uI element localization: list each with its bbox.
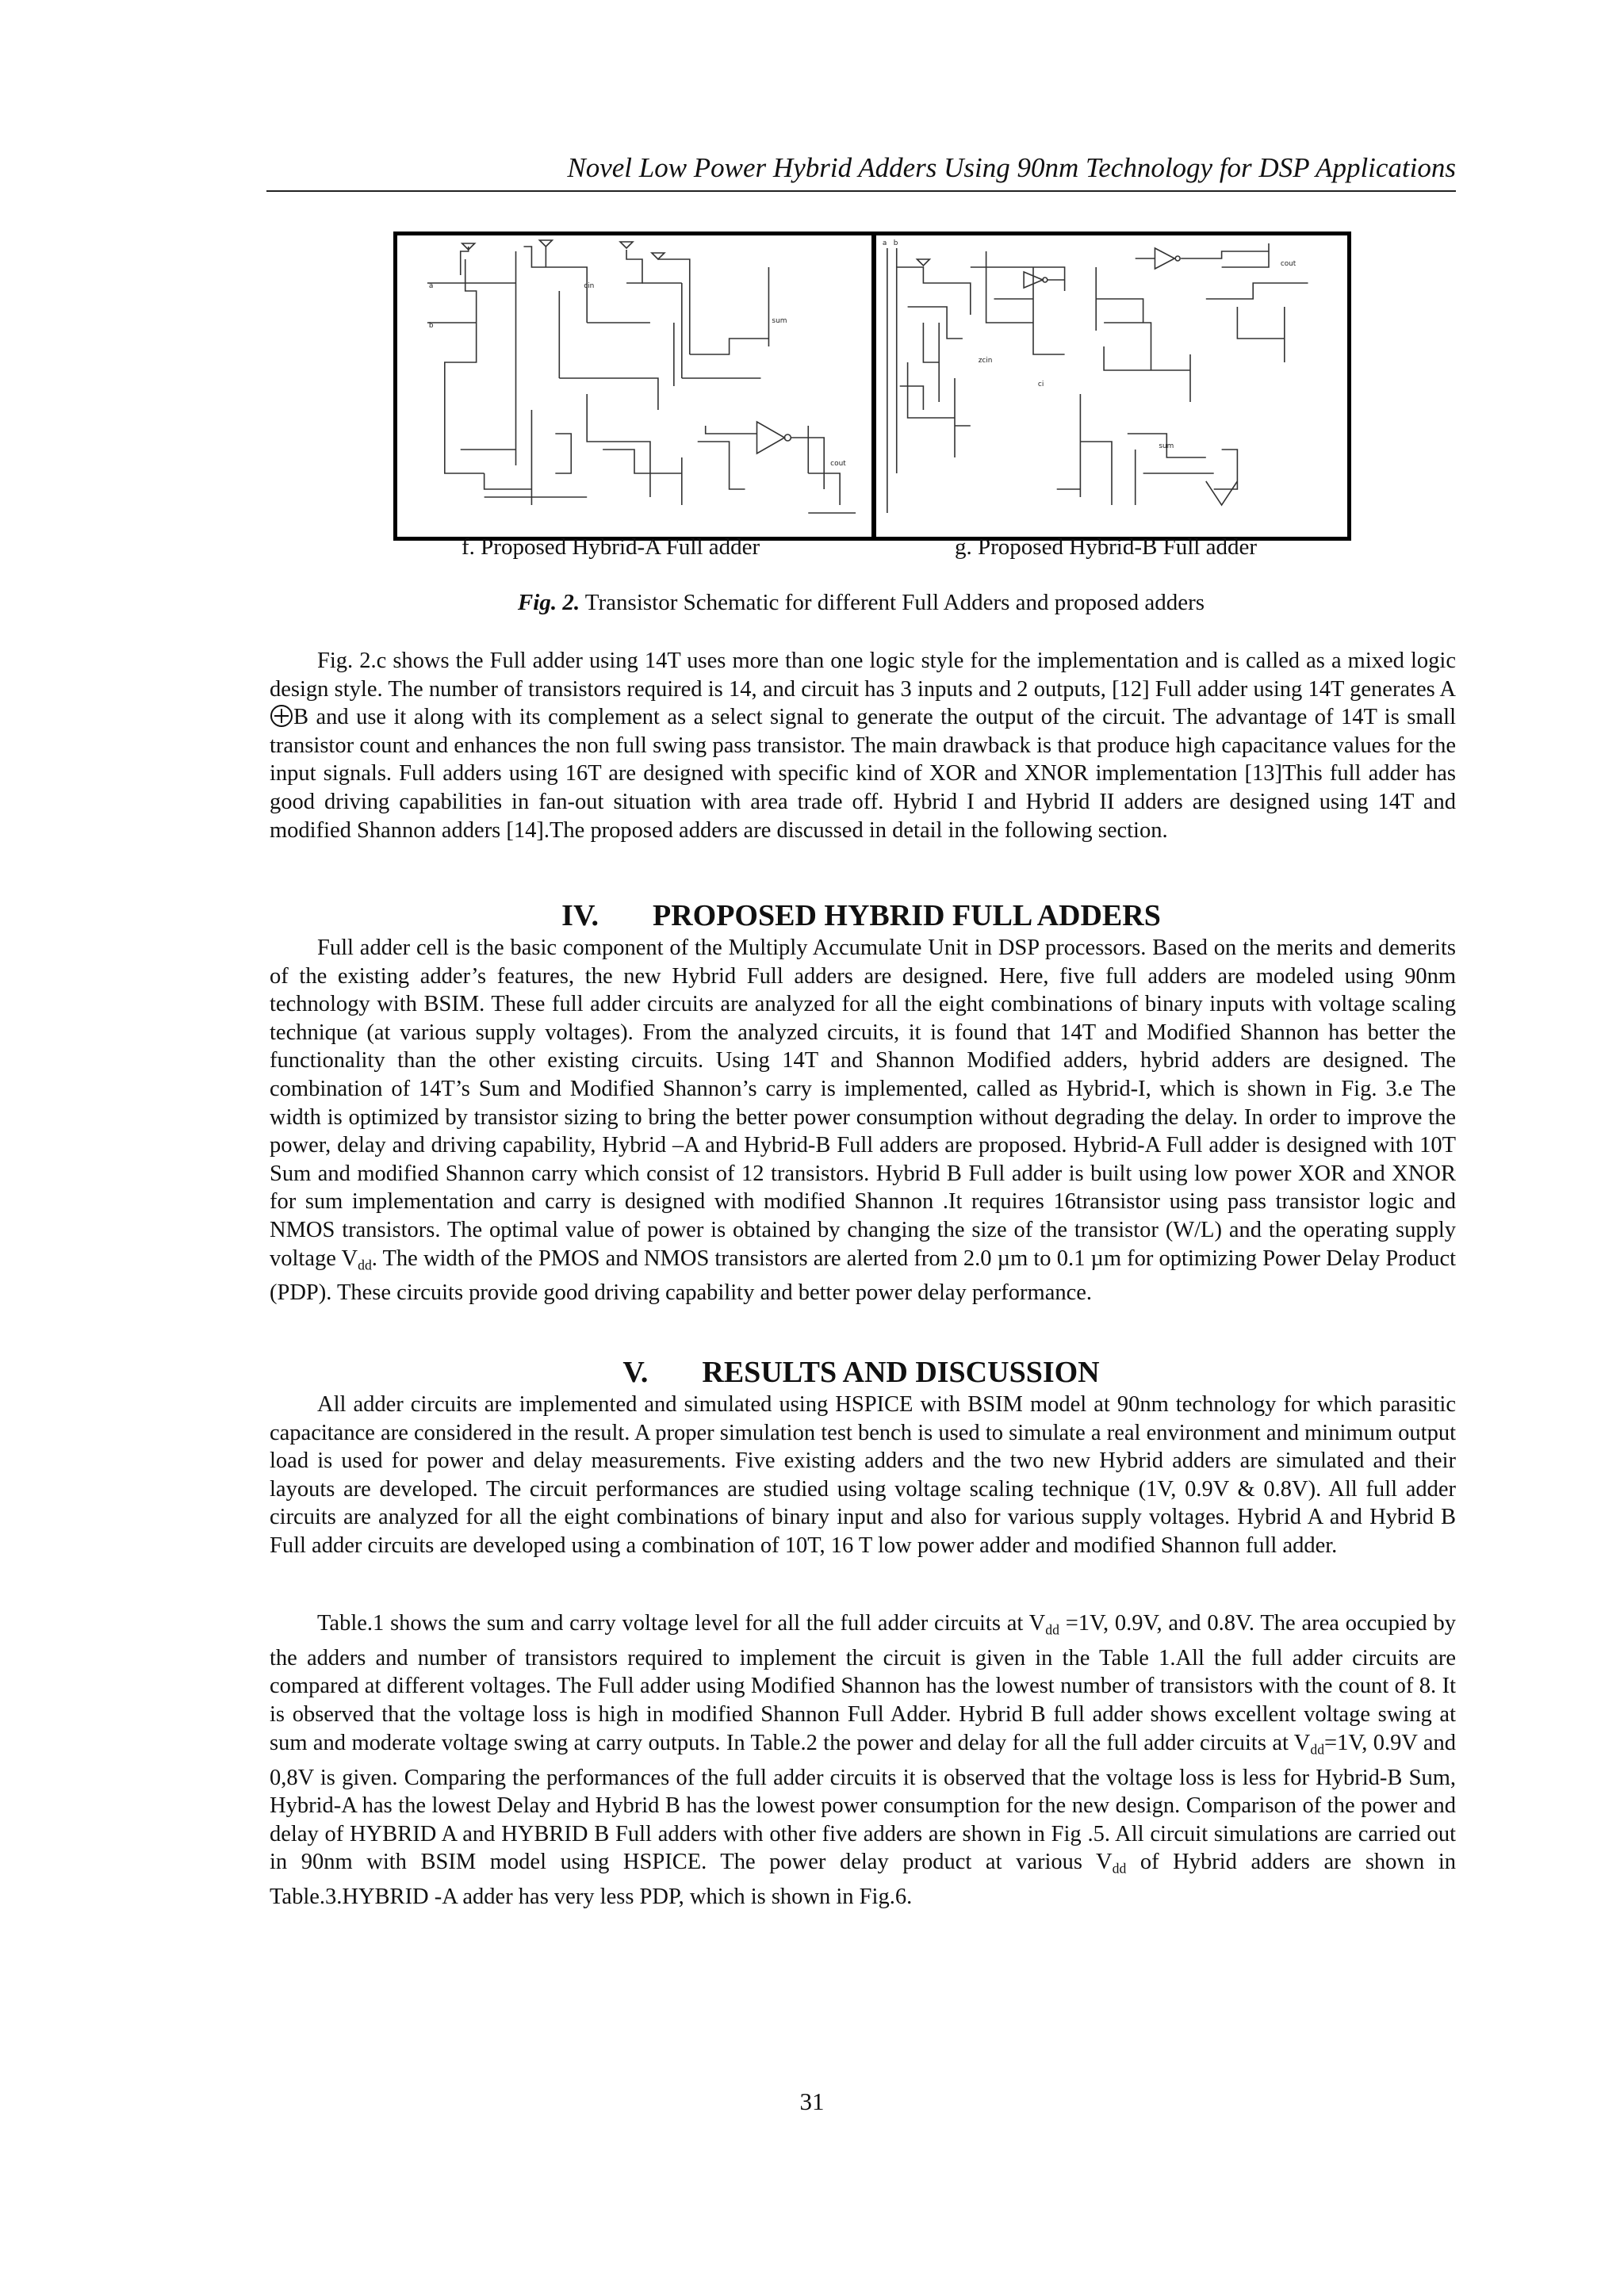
paragraph-simulation-setup: All adder circuits are implemented and simulated using HSPICE with BSIM model at 90nm technology for which parasitic capacitance are considered in the result. A proper simulation test bench is used to simulate a real environment and minimum output load is used for power and delay measurements. Five existing adders and the two new Hybrid adders are simulated and their layouts are developed. The circuit performances are studied using voltage scaling technique (1V, 0.9V & 0.8V). All full adder circuits are analyzed for all the eight combinations of binary input and also for various supply voltages. Hybrid A and Hybrid B Full adder circuits are developed using a combination of 10T, 16 T low power adder and modified Shannon full adder. [270, 1392, 1456, 1558]
figure-caption [266, 588, 1456, 617]
paragraph-results-text-1: Table.1 shows the sum and carry voltage level for all the full adder circuits at V [317, 1611, 1046, 1636]
paragraph-proposed-text-2: . The width of the PMOS and NMOS transistors are alerted from 2.0 µm to 0.1 µm for optimizing Power Delay Product (PDP). These circuits provide good driving capability and better power delay performance. [270, 1246, 1457, 1306]
schematic-b-label-cout: cout [1280, 259, 1297, 269]
schematic-hybrid-a-drawing [397, 235, 871, 537]
subcaption-hybrid-a: f. Proposed Hybrid-A Full adder [462, 534, 760, 560]
paragraph-results [270, 1609, 1456, 1911]
xor-symbol-icon [270, 705, 293, 727]
paragraph-adder-review-text-1: Fig. 2.c shows the Full adder using 14T uses more than one logic style for the implementation and is called as a mixed logic design style. The number of transistors required is 14, and circuit has 3 inputs and 2 outputs, [12] Full adder using 14T generates A [270, 649, 1456, 702]
section-number: V. [622, 1356, 649, 1389]
schematic-hybrid-b-drawing [876, 235, 1347, 537]
paragraph-results-text-4: of Hybrid adders are shown in Table.3.HYBRID -A adder has very less PDP, which is shown in Fig.6. [270, 1850, 1456, 1910]
paragraph-results-text-2: =1V, 0.9V, and 0.8V. The area occupied by the adders and number of transistors required to implement the circuit is given in the Table 1.All the full adder circuits are compared at different voltages. The Full adder using Modified Shannon has the lowest number of transistors with the count of 8. It is observed that the voltage loss is high in modified Shannon Full Adder. Hybrid B full adder shows excellent voltage swing at sum and moderate voltage swing at carry outputs. In Table.2 the power and delay for all the full adder circuits at V [270, 1611, 1456, 1755]
paragraph-results-text-3: =1V, 0.9V and 0,8V is given. Comparing the performances of the full adder circuits it is observed that the voltage loss is less for Hybrid-B Sum, Hybrid-A has the lowest Delay and Hybrid B has the lowest power consumption for the new design. Comparison of the power and delay of HYBRID A and HYBRID B Full adders with other five adders are shown in Fig .5. All circuit simulations are carried out in 90nm with BSIM model using HSPICE. The power delay product at various V [270, 1730, 1456, 1875]
section-heading-results [266, 1354, 1456, 1391]
paragraph-adder-review [270, 647, 1456, 844]
subscript-dd: dd [1310, 1740, 1325, 1757]
schematic-a-label-cin: cin [584, 281, 595, 291]
figure-caption-text: Transistor Schematic for different Full Adders and proposed adders [580, 590, 1205, 615]
schematic-a-label-a: a [428, 281, 434, 291]
subscript-dd: dd [358, 1256, 372, 1272]
schematic-b-label-a: a [882, 239, 887, 248]
schematic-hybrid-b [872, 232, 1351, 541]
schematic-hybrid-a [393, 232, 875, 541]
subscript-dd: dd [1112, 1860, 1127, 1877]
schematic-a-label-cout: cout [830, 459, 846, 469]
running-header: Novel Low Power Hybrid Adders Using 90nm Technology for DSP Applications [567, 152, 1456, 183]
section-heading-proposed [266, 897, 1456, 934]
section-title: RESULTS AND DISCUSSION [702, 1356, 1100, 1389]
header-rule [266, 190, 1456, 192]
paragraph-proposed-text-1: Full adder cell is the basic component of the Multiply Accumulate Unit in DSP processors. Based on the merits and demerits of the existing adder’s features, the new Hybrid Full adders are designed. Here, five full adders are modeled using 90nm technology with BSIM. These full adder circuits are analyzed for all the eight combinations of binary inputs with voltage scaling technique (at various supply voltages). From the analyzed circuits, it is found that 14T and Modified Shannon has better the functionality than the other existing circuits. Using 14T and Shannon Modified adders, hybrid adders are designed. The combination of 14T’s Sum and Modified Shannon’s carry is implemented, called as Hybrid-I, which is shown in Fig. 3.e The width is optimized by transistor sizing to bring the better power consumption without degrading the delay. In order to improve the power, delay and driving capability, Hybrid –A and Hybrid-B Full adders are proposed. Hybrid-A Full adder is designed with 10T Sum and modified Shannon carry which consist of 12 transistors. Hybrid B Full adder is built using low power XOR and XNOR for sum implementation and carry is designed with modified Shannon .It requires 16transistor using pass transistor logic and NMOS transistors. The optimal value of power is obtained by changing the size of the transistor (W/L) and the operating supply voltage V [270, 936, 1456, 1271]
figure-caption-tag: Fig. 2. [517, 590, 580, 615]
schematic-b-label-b: b [893, 239, 898, 248]
schematic-a-label-b: b [428, 321, 434, 331]
schematic-b-label-sum: sum [1159, 442, 1174, 451]
page-number: 31 [799, 2087, 825, 2115]
schematic-b-label-ci: ci [1037, 380, 1044, 389]
section-number: IV. [561, 899, 599, 932]
schematic-b-label-zcin: zcin [978, 356, 993, 365]
paragraph-adder-review-text-2: B and use it along with its complement as a select signal to generate the output of the circuit. The advantage of 14T is small transistor count and enhances the non full swing pass transistor. The main drawback is that produce high capacitance values for the input signals. Full adders using 16T are designed with specific kind of XOR and XNOR implementation [13]This full adder has good driving capabilities in fan-out situation with area trade off. Hybrid I and Hybrid II adders are designed using 14T and modified Shannon adders [14].The proposed adders are discussed in detail in the following section. [270, 705, 1456, 843]
subscript-dd: dd [1045, 1621, 1059, 1638]
schematic-a-label-sum: sum [772, 316, 787, 326]
subcaption-hybrid-b: g. Proposed Hybrid-B Full adder [955, 534, 1257, 560]
paragraph-proposed-adders [270, 934, 1456, 1307]
section-title: PROPOSED HYBRID FULL ADDERS [653, 899, 1161, 932]
